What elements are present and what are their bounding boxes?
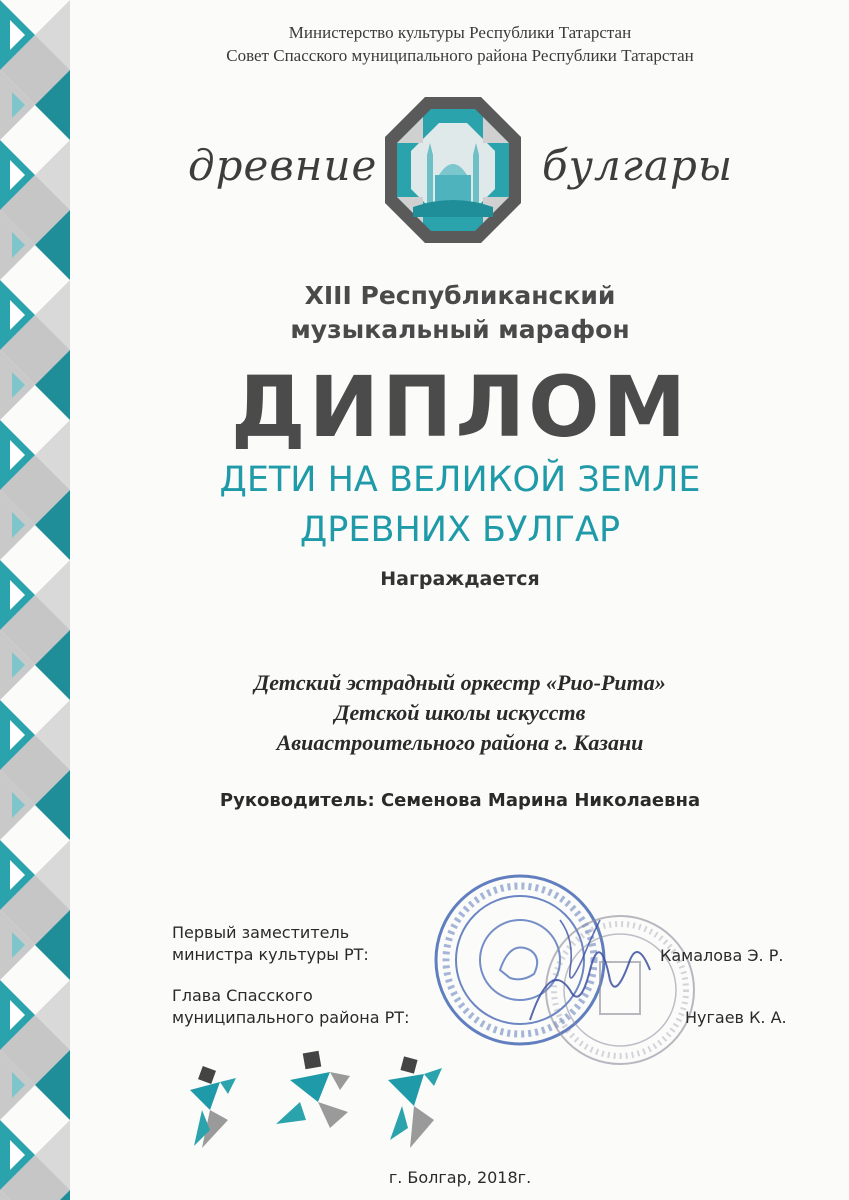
leader-line: Руководитель: Семенова Марина Николаевна xyxy=(219,790,701,811)
logo-left-word: древние xyxy=(188,141,378,190)
theme-line-1: ДЕТИ НА ВЕЛИКОЙ ЗЕМЛЕ xyxy=(219,460,701,500)
city-year: г. Болгар, 2018г. xyxy=(388,1168,532,1187)
handwritten-signature-icon xyxy=(520,900,660,1040)
signatory-1-title-line-2: министра культуры РТ: xyxy=(172,945,369,964)
signatory-2-title xyxy=(172,985,409,1029)
dancing-figures-icon xyxy=(180,1050,460,1160)
festival-logo xyxy=(170,95,734,245)
logo-right-word: булгары xyxy=(542,141,734,190)
signatory-2-title-line-1: Глава Спасского xyxy=(172,986,313,1005)
event-line-2: музыкальный марафон xyxy=(290,315,630,344)
ministry-line-1: Министерство культуры Республики Татарстан xyxy=(288,23,632,42)
diploma-title: ДИПЛОМ xyxy=(230,358,690,456)
octagon-mosque-emblem-icon xyxy=(383,95,523,245)
theme-line-2: ДРЕВНИХ БУЛГАР xyxy=(299,510,621,550)
recipient-line-1: Детский эстрадный оркестр «Рио-Рита» xyxy=(254,670,666,695)
signatory-2-name: Нугаев К. А. xyxy=(685,1008,787,1027)
signatory-1-title xyxy=(172,922,369,966)
recipient-line-2: Детской школы искусств xyxy=(334,700,586,725)
recipient-line-3: Авиастроительного района г. Казани xyxy=(276,730,644,755)
event-line-1: XIII Республиканский xyxy=(304,281,616,310)
signatory-1-title-line-1: Первый заместитель xyxy=(172,923,350,942)
signatory-2-title-line-2: муниципального района РТ: xyxy=(172,1008,410,1027)
signatory-1-name: Камалова Э. Р. xyxy=(660,946,784,965)
awarded-label: Награждается xyxy=(380,568,540,590)
ornament-border-icon xyxy=(0,0,70,1200)
ministry-line-2: Совет Спасского муниципального района Республики Татарстан xyxy=(226,46,694,65)
